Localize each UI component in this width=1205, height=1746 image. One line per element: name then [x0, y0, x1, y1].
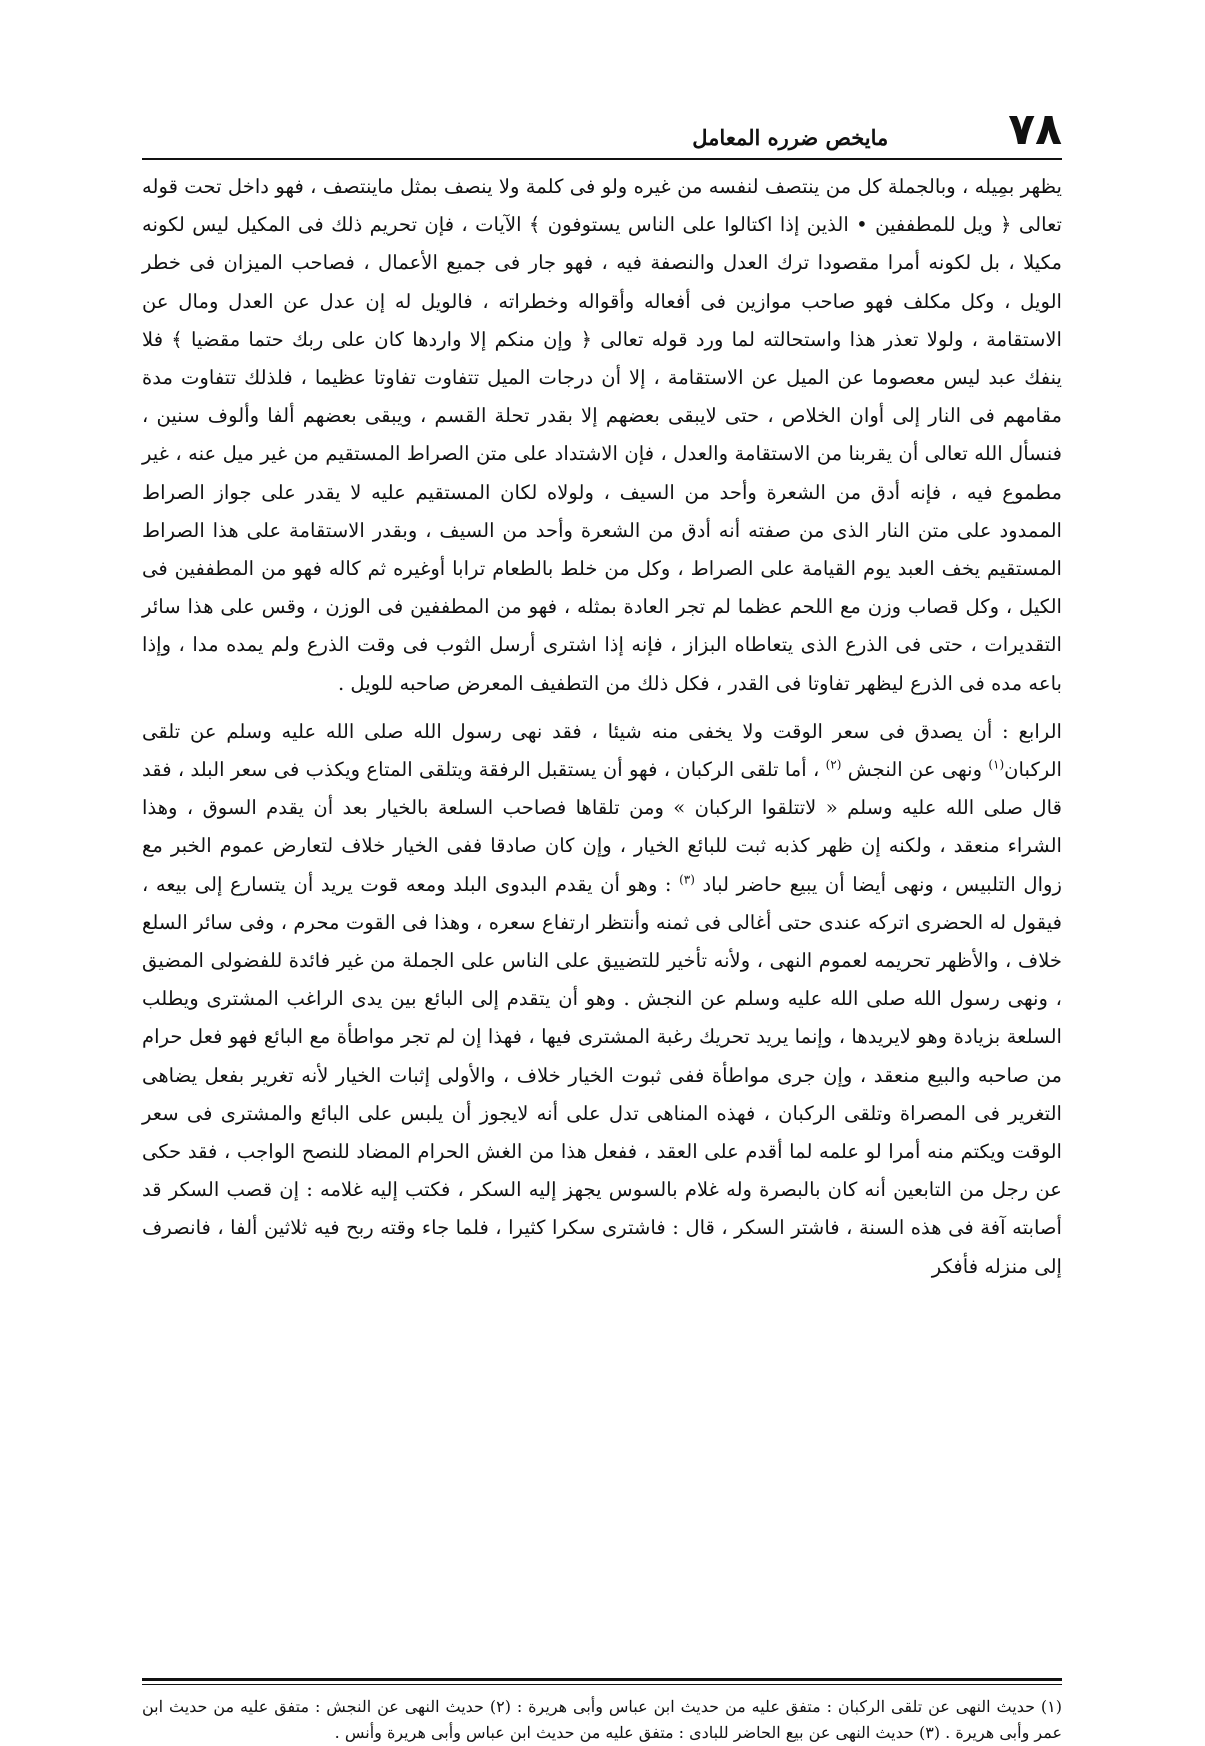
page-header — [142, 100, 1062, 155]
paragraph-2-part-a: الرابع : أن يصدق فى سعر الوقت ولا يخفى منه شيئا ، فقد نهى رسول الله صلى الله عليه وسلم عن تلقى الركبان — [142, 719, 1062, 782]
paragraph-2-part-c: ، أما تلقى الركبان ، فهو أن يستقبل الرفقة ويتلقى المتاع ويكذب فى سعر البلد ، فقد قال صلى الله عليه وسلم « لاتتلقوا الركبان » ومن تلقاها فصاحب السلعة بالخيار بعد أن يقدم السوق ، وهذا الشراء منعقد ، ولكنه إن ظهر كذبه ثبت للبائع الخيار ، وإن كان صادقا ففى الخيار خلاف لتعارض عموم الخبر مع زوال التلبيس ، ونهى أيضا أن يبيع حاضر لباد — [142, 758, 1062, 896]
paragraph-2-part-b: ونهى عن النجش — [847, 758, 983, 782]
paragraph-1: يظهر بمِيله ، وبالجملة كل من ينتصف لنفسه من غيره ولو فى كلمة ولا ينصف بمثل ماينتصف ، فهو داخل تحت قوله تعالى ﴿ ويل للمطففين • الذين إذا اكتالوا على الناس يستوفون ﴾ الآيات ، فإن تحريم ذلك فى المكيل ليس لكونه مكيلا ، بل لكونه أمرا مقصودا ترك العدل والنصفة فيه ، فهو جار فى جميع الأعمال ، فصاحب الميزان فى خطر الويل ، وكل مكلف فهو صاحب موازين فى أفعاله وأقواله وخطراته ، فالويل له إن عدل عن العدل ومال عن الاستقامة ، ولولا تعذر هذا واستحالته لما ورد قوله تعالى ﴿ وإن منكم إلا واردها كان على ربك حتما مقضيا ﴾ فلا ينفك عبد ليس معصوما عن الميل عن الاستقامة ، إلا أن درجات الميل تتفاوت تفاوتا عظيما ، فلذلك تتفاوت مدة مقامهم فى النار إلى أوان الخلاص ، حتى لايبقى بعضهم إلا بقدر تحلة القسم ، ويبقى بعضهم ألفا وألوف سنين ، فنسأل الله تعالى أن يقربنا من الاستقامة والعدل ، فإن الاشتداد على متن الصراط المستقيم من غير ميل عنه ، غير مطموع فيه ، فإنه أدق من الشعرة وأحد من السيف ، ولولاه لكان المستقيم عليه لا يقدر على جواز الصراط الممدود على متن النار الذى من صفته أنه أدق من الشعرة وأحد من السيف ، وبقدر الاستقامة على هذا الصراط المستقيم يخف العبد يوم القيامة على الصراط ، وكل من خلط بالطعام ترابا أوغيره ثم كاله فهو من المطففين فى الكيل ، وكل قصاب وزن مع اللحم عظما لم تجر العادة بمثله ، فهو من المطففين فى الوزن ، وقس على هذا سائر التقديرات ، حتى فى الذرع الذى يتعاطاه البزاز ، فإنه إذا اشترى أرسل الثوب فى وقت الذرع ولم يمده مدا ، وإذا باعه مده فى الذرع ليظهر تفاوتا فى القدر ، فكل ذلك من التطفيف المعرض صاحبه للويل . — [142, 175, 1062, 695]
paragraph-2 — [142, 713, 1062, 1286]
header-rule — [142, 158, 1062, 160]
footnote-divider — [142, 1678, 1062, 1685]
page-number: ٧٨ — [1008, 104, 1062, 155]
footnote-ref-2: (٢) — [825, 757, 842, 772]
main-text — [142, 168, 1062, 1286]
paragraph-2-part-d: : وهو أن يقدم البدوى البلد ومعه قوت يريد أن يتسارع إلى بيعه ، فيقول له الحضرى اتركه عندى حتى أغالى فى ثمنه وأنتظر ارتفاع سعره ، وهذا فى القوت محرم ، وفى سائر السلع خلاف ، والأظهر تحريمه لعموم النهى ، ولأنه تأخير للتضييق على الناس على الجملة من غير فائدة للفضولى المضيق ، ونهى رسول الله صلى الله عليه وسلم عن النجش . وهو أن يتقدم إلى البائع بين يدى الراغب المشترى ويطلب السلعة بزيادة وهو لايريدها ، وإنما يريد تحريك رغبة المشترى فيها ، فهذا إن لم تجر مواطأة مع البائع فهو فعل حرام من صاحبه والبيع منعقد ، وإن جرى مواطأة ففى ثبوت الخيار خلاف ، والأولى إثبات الخيار لأنه تغرير بفعل يضاهى التغرير فى المصراة وتلقى الركبان ، فهذه المناهى تدل على أنه لايجوز أن يلبس على البائع والمشترى فى سعر الوقت ويكتم منه أمرا لو علمه لما أقدم على العقد ، ففعل هذا من الغش الحرام المضاد للنصح الواجب ، فقد حكى عن رجل من التابعين أنه كان بالبصرة وله غلام بالسوس يجهز إليه السكر ، فكتب إليه غلامه : إن قصب السكر قد أصابته آفة فى هذه السنة ، فاشتر السكر ، قال : فاشترى سكرا كثيرا ، فلما جاء وقته ربح فيه ثلاثين ألفا ، فانصرف إلى منزله فأفكر — [142, 872, 1062, 1278]
book-page — [142, 100, 1062, 1742]
running-title: مايخص ضرره المعامل — [692, 125, 889, 150]
footnote-ref-3: (٣) — [679, 872, 695, 887]
footnote-ref-1: (١) — [988, 757, 1005, 772]
footnote-divider-thin — [142, 1684, 1062, 1685]
footnotes: (١) حديث النهى عن تلقى الركبان : متفق عليه من حديث ابن عباس وأبى هريرة : (٢) حديث النهى عن النجش : متفق عليه من حديث ابن عمر وأبى هريرة . (٣) حديث النهى عن بيع الحاضر للبادى : متفق عليه من حديث ابن عباس وأبى هريرة وأنس . — [142, 1697, 1062, 1742]
footnote-divider-thick — [142, 1678, 1062, 1681]
